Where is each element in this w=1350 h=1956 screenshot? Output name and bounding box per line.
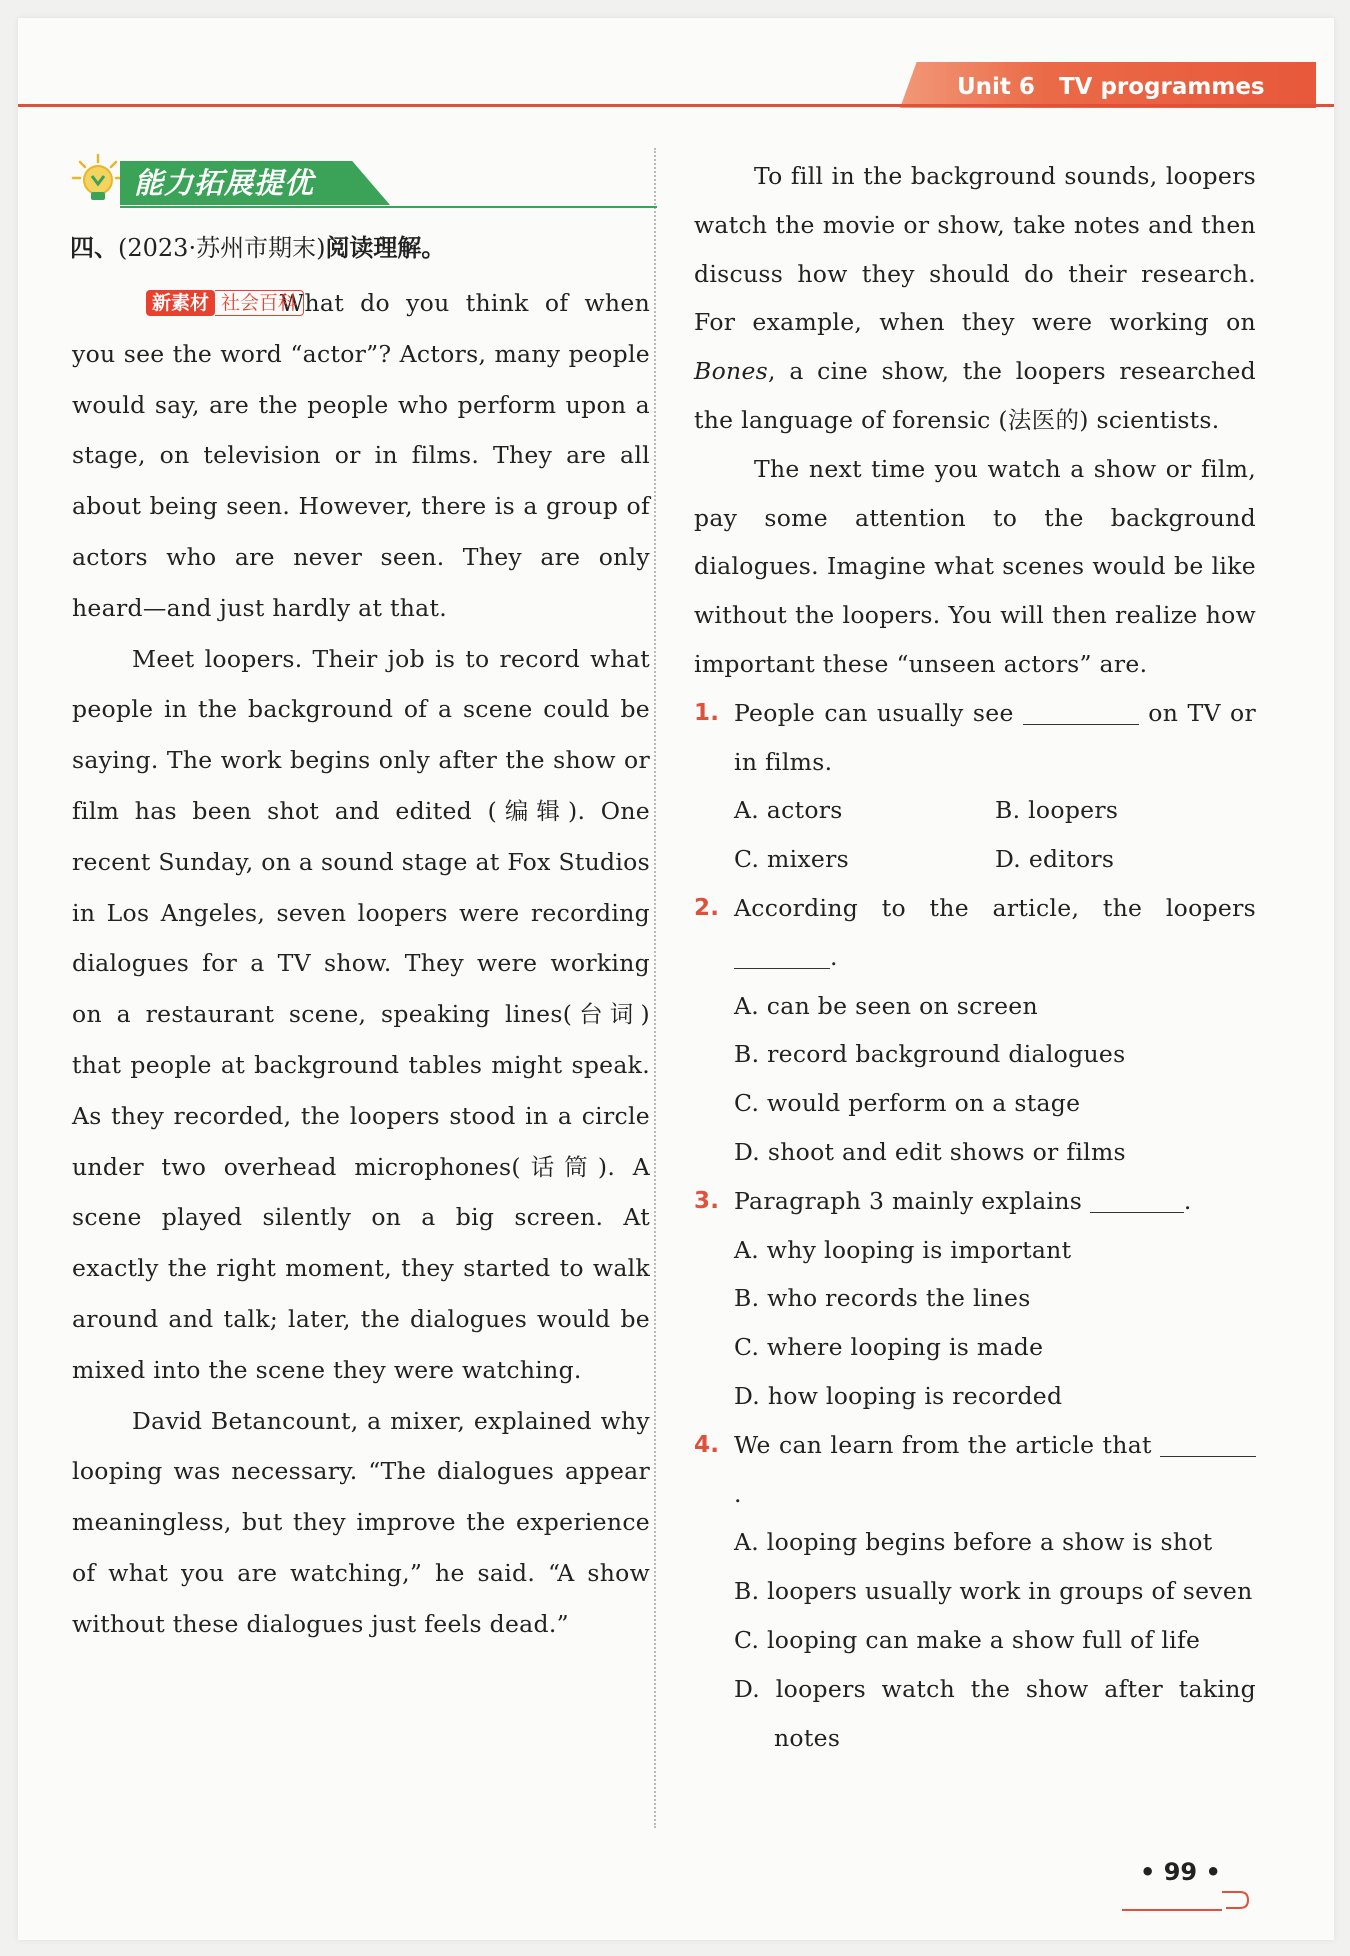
show-title: Bones — [694, 357, 769, 386]
material-tags — [146, 290, 312, 316]
option-d[interactable]: D. how looping is recorded — [734, 1381, 1063, 1410]
answer-blank[interactable] — [734, 942, 830, 969]
answer-blank[interactable] — [1160, 1430, 1256, 1457]
new-material-badge: 新素材 — [146, 290, 215, 316]
question-number: 2. — [694, 894, 720, 921]
option-c[interactable]: C. would perform on a stage — [734, 1089, 1081, 1118]
paragraph-4-text-b: , a cine show, the loopers researched the language of forensic (法医的) scientists. — [694, 357, 1256, 434]
option-b[interactable]: B. record background dialogues — [734, 1040, 1126, 1069]
question-number: 3. — [694, 1187, 720, 1214]
question-stem: Paragraph 3 mainly explains — [734, 1186, 1090, 1215]
answer-blank[interactable] — [1023, 698, 1139, 725]
paragraph-4-text-a: To fill in the background sounds, loopers watch the movie or show, take notes and then discuss how they should do their research. For example, when they were working on — [694, 162, 1256, 337]
question-stem-end: on TV or in films. — [734, 698, 1257, 776]
options-row — [694, 786, 1256, 835]
option-c[interactable]: C. looping can make a show full of life — [734, 1625, 1201, 1654]
answer-blank[interactable] — [1090, 1186, 1184, 1213]
question-number: 1. — [694, 699, 720, 726]
section-banner-text: 能力拓展提优 — [134, 166, 315, 200]
option-d[interactable]: D. editors — [995, 845, 1115, 874]
option-d[interactable]: D. shoot and edit shows or films — [734, 1137, 1126, 1166]
option-d[interactable]: D. loopers watch the show after taking notes — [734, 1674, 1256, 1752]
unit-header — [957, 70, 1289, 104]
page-number: • 99 • — [1140, 1858, 1221, 1886]
question-number: 4. — [694, 1431, 720, 1458]
question-stem: According to the article, the loopers — [734, 893, 1256, 922]
question-2 — [694, 884, 1256, 982]
exercise-type: 阅读理解。 — [325, 234, 446, 262]
paragraph-5: The next time you watch a show or film, pay some attention to the background dialogues. Imagine what scenes would be like without the loopers. You will then realize how important these “unseen actors” are. — [694, 454, 1256, 678]
exercise-number: 四、 — [70, 234, 118, 262]
column-divider — [654, 148, 657, 1828]
right-column — [694, 152, 1256, 1762]
paragraph-2: Meet loopers. Their job is to record what people in the background of a scene could be saying. The work begins only after the show or film has been shot and edited (编辑). One recent Sunday, on a sound stage at Fox Studios in Los Angeles, seven loopers were recording dialogues for a TV show. They were working on a restaurant scene, speaking lines(台词) that people at background tables might speak. As they recorded, the loopers stood in a circle under two overhead microphones(话筒). A scene played silently on a big screen. At exactly the right moment, they started to walk around and talk; later, the dialogues would be mixed into the scene they were watching. — [72, 644, 650, 1384]
option-b[interactable]: B. loopers usually work in groups of seven — [734, 1577, 1253, 1606]
option-a[interactable]: A. can be seen on screen — [734, 991, 1038, 1020]
option-a[interactable]: A. actors — [734, 796, 843, 825]
paragraph-1-text: What do you think of when you see the word “actor”? Actors, many people would say, are the people who perform upon a stage, on television or in films. They are all about being seen. However, there is a group of actors who are never seen. They are only heard—and just hardly at that. — [72, 289, 650, 622]
passage-left — [72, 278, 650, 1650]
paragraph-3: David Betancount, a mixer, explained why looping was necessary. “The dialogues appear meaningless, but they improve the experience of what you are watching,” he said. “A show without these dialogues just feels dead.” — [72, 1406, 650, 1638]
paragraph-1 — [72, 278, 650, 634]
unit-number: Unit 6 — [957, 74, 1035, 100]
exercise-source: (2023·苏州市期末) — [118, 234, 326, 262]
topic-badge: 社会百科 — [215, 290, 304, 316]
question-stem: We can learn from the article that — [734, 1430, 1160, 1459]
question-1 — [694, 689, 1256, 787]
option-a[interactable]: A. why looping is important — [734, 1235, 1072, 1264]
exercise-title — [70, 228, 445, 268]
lightbulb-icon — [70, 152, 126, 208]
unit-title: TV programmes — [1058, 74, 1265, 100]
option-b[interactable]: B. who records the lines — [734, 1284, 1031, 1313]
paragraph-4 — [694, 152, 1256, 445]
section-rule — [120, 206, 657, 208]
question-4 — [694, 1421, 1256, 1519]
question-stem-end: . — [830, 942, 838, 971]
question-stem-end: . — [1183, 1186, 1192, 1215]
option-c[interactable]: C. where looping is made — [734, 1333, 1044, 1362]
section-heading — [70, 152, 660, 214]
option-a[interactable]: A. looping begins before a show is shot — [734, 1528, 1213, 1557]
header-rule — [18, 104, 1334, 107]
option-c[interactable]: C. mixers — [734, 845, 850, 874]
page-corner-arrow-icon — [1122, 1886, 1252, 1916]
question-stem: People can usually see — [734, 698, 1023, 727]
question-stem-end: . — [734, 1479, 742, 1508]
question-3 — [694, 1177, 1256, 1226]
option-b[interactable]: B. loopers — [995, 796, 1119, 825]
options-row — [694, 835, 1256, 884]
